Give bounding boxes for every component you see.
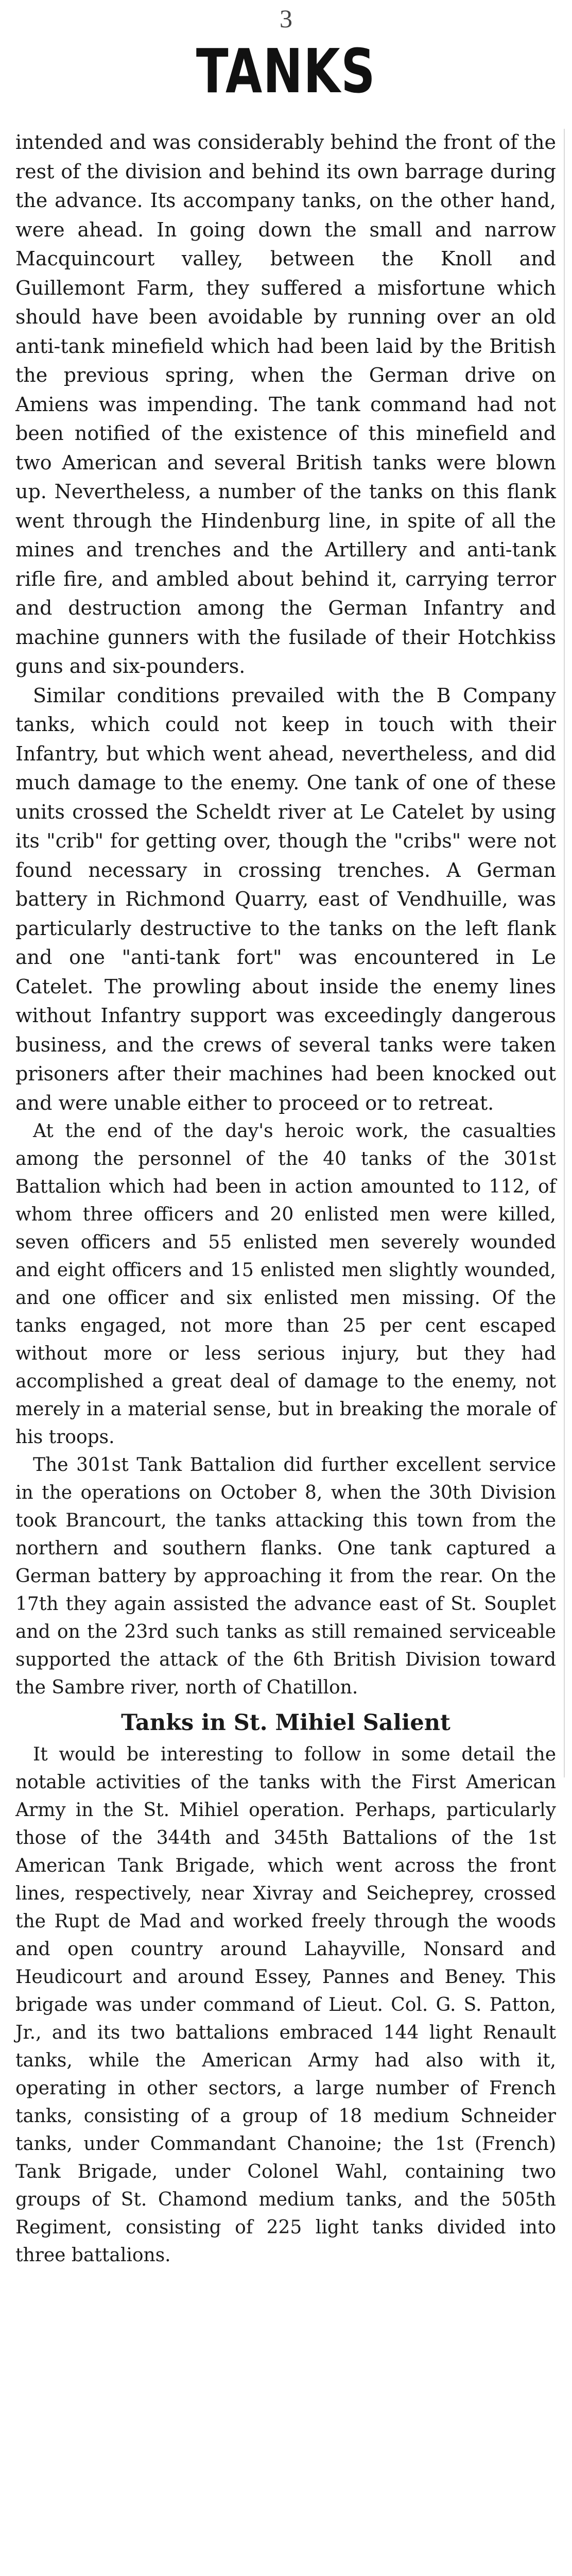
article-paragraph-1: intended and was considerably behind the front of the rest of the division and behind its own barrage during the advance. Its accompany tanks, on the other hand, were ahead. In going down the small and narrow Macquincourt valley, between the Knoll and Guillemont Farm, they suffered a misfortune which should have been avoidable by running over an old anti-tank minefield which had been laid by the British the previous spring, when the German drive on Amiens was impending. The tank command had not been notified of the existence of this minefield and two American and several British tanks were blown up. Nevertheless, a number of the tanks on this flank went through the Hindenburg line, in spite of all the mines and trenches and the Artillery and anti-tank rifle fire, and ambled about behind it, carrying terror and destruction among the German Infantry and machine gunners with the fusilade of their Hotchkiss guns and six-pounders. xyxy=(15,131,556,677)
masthead-title: TANKS xyxy=(196,36,376,107)
article-paragraph-4: The 301st Tank Battalion did further excellent service in the operations on October 8, when the 30th Division took Brancourt, the tanks attacking this town from the northern and southern flanks. One tank captured a German battery by approaching it from the rear. On the 17th they again assisted the advance east of St. Souplet and on the 23rd such tanks as still remained serviceable supported the attack of the 6th British Division toward the Sambre river, north of Chatillon. xyxy=(15,1454,556,1698)
article-paragraph-5: It would be interesting to follow in some detail the notable activities of the tanks with the First American Army in the St. Mihiel operation. Perhaps, particularly those of the 344th and 345th Battalions of the 1st American Tank Brigade, which went across the front lines, respectively, near Xivray and Seicheprey, crossed the Rupt de Mad and worked freely through the woods and open country around Lahayville, Nonsard and Heudicourt and around Essey, Pannes and Beney. This brigade was under command of Lieut. Col. G. S. Patton, Jr., and its two battalions embraced 144 light Renault tanks, while the American Army had also with it, operating in other sectors, a large number of French tanks, consisting of a group of 18 medium Schneider tanks, under Commandant Chanoine; the 1st (French) Tank Brigade, under Colonel Wahl, containing two groups of St. Chamond medium tanks, and the 505th Regiment, consisting of 225 light tanks divided into three battalions. xyxy=(15,1744,556,2266)
article-paragraph-2: Similar conditions prevailed with the B Company tanks, which could not keep in touch with their Infantry, but which went ahead, nevertheless, and did much damage to the enemy. One tank of one of these units crossed the Scheldt river at Le Catelet by using its "crib" for getting over, though the "cribs" were not found necessary in crossing trenches. A German battery in Richmond Quarry, east of Vendhuille, was particularly destructive to the tanks on the left flank and one "anti-tank fort" was encountered in Le Catelet. The prowling about inside the enemy lines without Infantry support was exceedingly dangerous business, and the crews of several tanks were taken prisoners after their machines had been knocked out and were unable either to proceed or to retreat. xyxy=(15,684,556,1114)
article-paragraph-3: At the end of the day's heroic work, the casualties among the personnel of the 40 tanks of the 301st Battalion which had been in action amounted to 112, of whom three officers and 20 enlisted men were killed, seven officers and 55 enlisted men severely wounded and eight officers and 15 enlisted men slightly wounded, and one officer and six enlisted men missing. Of the tanks engaged, not more than 25 per cent escaped without more or less serious injury, but they had accomplished a great deal of damage to the enemy, not merely in a material sense, but in breaking the morale of his troops. xyxy=(15,1121,556,1448)
column-rule xyxy=(564,129,565,1777)
article-body xyxy=(15,128,556,2269)
page-number: 3 xyxy=(280,4,292,33)
section-subhead: Tanks in St. Mihiel Salient xyxy=(121,1710,450,1736)
